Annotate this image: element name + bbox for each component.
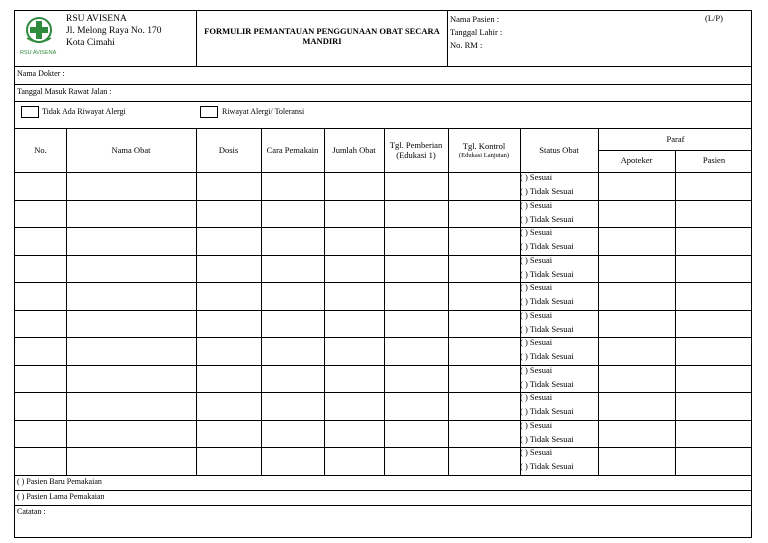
status-option-sesuai[interactable]: ( ) Sesuai [520,337,553,348]
table-row [15,420,751,448]
status-option-tidak-sesuai[interactable]: ( ) Tidak Sesuai [520,461,574,472]
col-header-drug-name: Nama Obat [111,144,151,155]
status-options [520,255,596,283]
doctor-name-label: Nama Dokter : [17,69,65,78]
no-allergy-checkbox[interactable] [21,106,39,118]
status-option-tidak-sesuai[interactable]: ( ) Tidak Sesuai [520,296,574,307]
status-option-tidak-sesuai[interactable]: ( ) Tidak Sesuai [520,351,574,362]
status-options [520,447,596,475]
table-row [15,172,751,200]
col-header-given-date: Tgl. Pemberian (Edukasi 1) [389,139,443,160]
status-option-tidak-sesuai[interactable]: ( ) Tidak Sesuai [520,433,574,444]
status-option-tidak-sesuai[interactable]: ( ) Tidak Sesuai [520,323,574,334]
table-row [15,447,751,475]
status-options [520,227,596,255]
table-row [15,255,751,283]
status-options [520,200,596,228]
col-header-status: Status Obat [539,144,579,155]
patient-rm-label: No. RM : [450,40,483,50]
hospital-logo [19,14,59,58]
status-option-sesuai[interactable]: ( ) Sesuai [520,419,553,430]
status-options [520,282,596,310]
form-title-line1: FORMULIR PEMANTAUAN PENGGUNAAN OBAT SECARA [204,26,440,36]
table-row [15,310,751,338]
status-option-tidak-sesuai[interactable]: ( ) Tidak Sesuai [520,186,574,196]
admission-date-label: Tanggal Masuk Rawat Jalan : [17,87,112,96]
patient-gender: (L/P) [705,13,723,23]
table-row [15,200,751,228]
table-row [15,282,751,310]
patient-name-label: Nama Pasien : [450,14,500,24]
col-header-patient: Pasien [702,155,726,166]
allergy-history-label: Riwayat Alergi/ Toleransi [222,107,305,116]
patient-dob-label: Tanggal Lahir : [450,27,503,37]
table-row [15,365,751,393]
status-option-sesuai[interactable]: ( ) Sesuai [520,282,553,293]
status-option-tidak-sesuai[interactable]: ( ) Tidak Sesuai [520,213,574,224]
status-option-tidak-sesuai[interactable]: ( ) Tidak Sesuai [520,268,574,279]
status-options [520,365,596,393]
allergy-history-checkbox[interactable] [200,106,218,118]
status-options [520,310,596,338]
status-option-sesuai[interactable]: ( ) Sesuai [520,254,553,265]
status-option-tidak-sesuai[interactable]: ( ) Tidak Sesuai [520,378,574,389]
table-row [15,227,751,255]
status-option-sesuai[interactable]: ( ) Sesuai [520,199,553,210]
status-options [520,337,596,365]
hospital-address-line2: Kota Cimahi [66,38,115,48]
form-title-line2: MANDIRI [302,36,342,47]
col-header-quantity: Jumlah Obat [332,144,376,155]
status-option-tidak-sesuai[interactable]: ( ) Tidak Sesuai [520,406,574,417]
status-options [520,172,596,200]
status-option-tidak-sesuai[interactable]: ( ) Tidak Sesuai [520,241,574,252]
status-option-sesuai[interactable]: ( ) Sesuai [520,227,553,238]
table-row [15,392,751,420]
col-header-usage: Cara Pemakain [266,144,319,155]
status-option-sesuai[interactable]: ( ) Sesuai [520,309,553,320]
status-options [520,420,596,448]
status-options [520,392,596,420]
status-option-sesuai[interactable]: ( ) Sesuai [520,447,553,458]
hospital-address-line1: Jl. Melong Raya No. 170 [66,26,162,36]
col-header-no: No. [34,144,47,155]
hospital-name: RSU AVISENA [66,14,127,24]
status-option-sesuai[interactable]: ( ) Sesuai [520,392,553,403]
status-option-sesuai[interactable]: ( ) Sesuai [520,172,553,182]
col-header-dose: Dosis [218,144,239,155]
status-option-sesuai[interactable]: ( ) Sesuai [520,364,553,375]
col-header-paraf: Paraf [666,133,685,144]
no-allergy-label: Tidak Ada Riwayat Alergi [42,107,126,116]
medication-monitoring-form [14,10,752,538]
col-header-pharmacist: Apoteker [620,155,653,166]
col-header-control-date: Tgl. Kontrol (Edukasi Lanjutan) [459,140,509,159]
notes-label: Catatan : [17,507,46,516]
old-patient-option[interactable]: ( ) Pasien Lama Pemakaian [17,492,105,501]
form-title [197,26,447,46]
table-row [15,337,751,365]
new-patient-option[interactable]: ( ) Pasien Baru Pemakaian [17,477,102,486]
logo-text: RSU AVISENA [20,50,57,56]
